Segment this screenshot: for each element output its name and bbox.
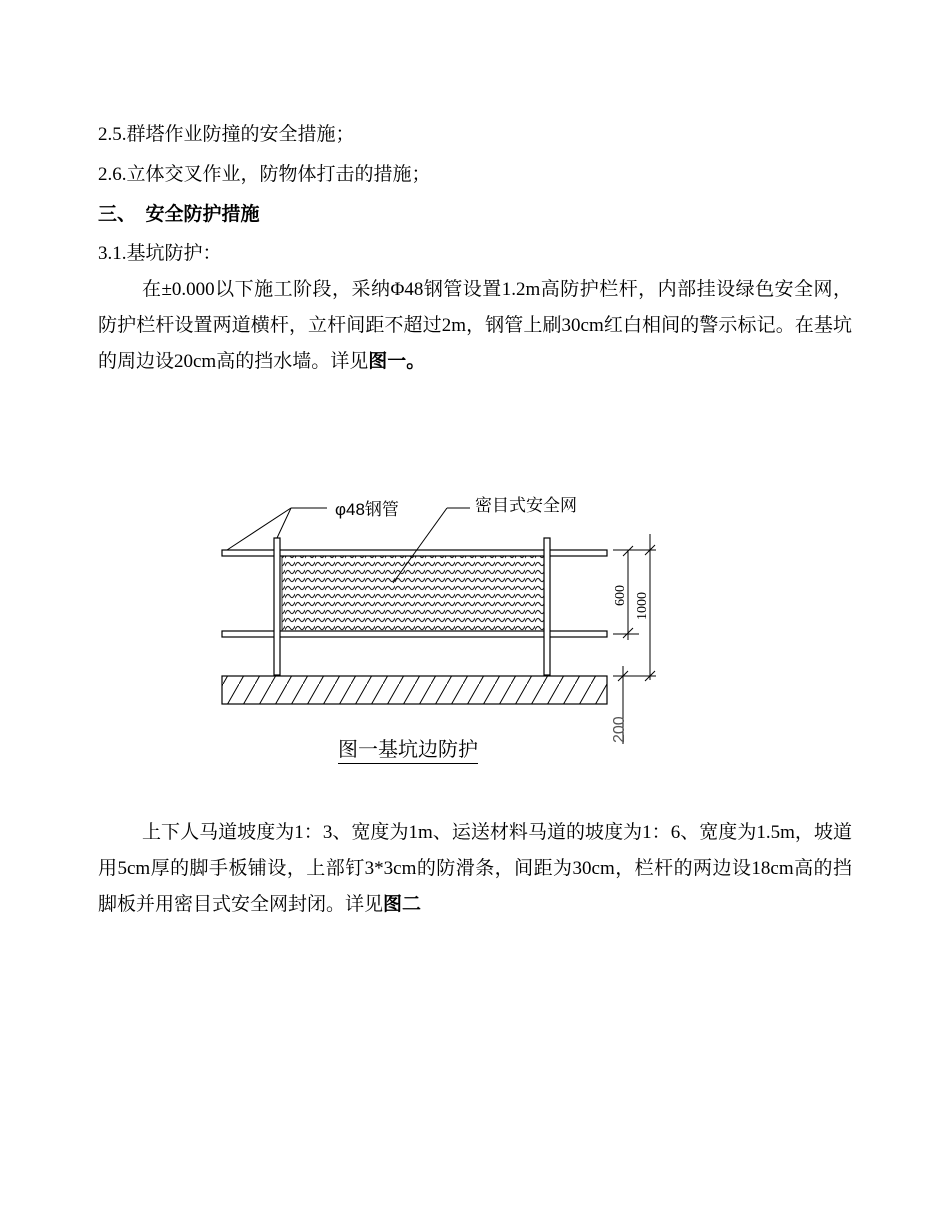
figure-ref: 图一。 [368, 351, 426, 372]
item-2-6: 2.6.立体交叉作业，防物体打击的措施； [98, 164, 431, 185]
net-label: 密目式安全网 [475, 496, 577, 515]
right-post [544, 538, 550, 675]
figure-drawing [215, 488, 675, 748]
section-heading: 三、 安全防护措施 [98, 204, 260, 225]
item-2-5: 2.5.群塔作业防撞的安全措施； [98, 124, 355, 145]
figure-pit-edge-protection [215, 488, 675, 753]
left-post [274, 538, 280, 675]
safety-net [282, 552, 547, 635]
dimension-lines [613, 534, 656, 744]
dim-1000: 1000 [635, 592, 650, 620]
paragraph-ramp [98, 815, 852, 923]
base-wall [222, 676, 607, 704]
pipe-label: φ48钢管 [335, 500, 399, 519]
dim-600: 600 [613, 585, 628, 606]
paragraph-foundation-pit [98, 272, 852, 380]
subsection-3-1: 3.1.基坑防护： [98, 243, 222, 264]
dim-200: 200 [611, 716, 628, 743]
paragraph-text: 上下人马道坡度为1：3、宽度为1m、运送材料马道的坡度为1：6、宽度为1.5m，坡道用5cm厚的脚手板铺设，上部钉3*3cm的防滑条，间距为30cm，栏杆的两边设18cm高的挡脚板并用密目式安全网封闭。详见 [98, 822, 852, 915]
paragraph-text: 在±0.000以下施工阶段，采纳Φ48钢管设置1.2m高防护栏杆，内部挂设绿色安全网，防护栏杆设置两道横杆，立杆间距不超过2m，钢管上刷30cm红白相间的警示标记。在基坑的周边设20cm高的挡水墙。详见 [98, 279, 852, 372]
figure-ref: 图二 [383, 894, 422, 915]
figure-caption: 图一基坑边防护 [338, 736, 478, 764]
